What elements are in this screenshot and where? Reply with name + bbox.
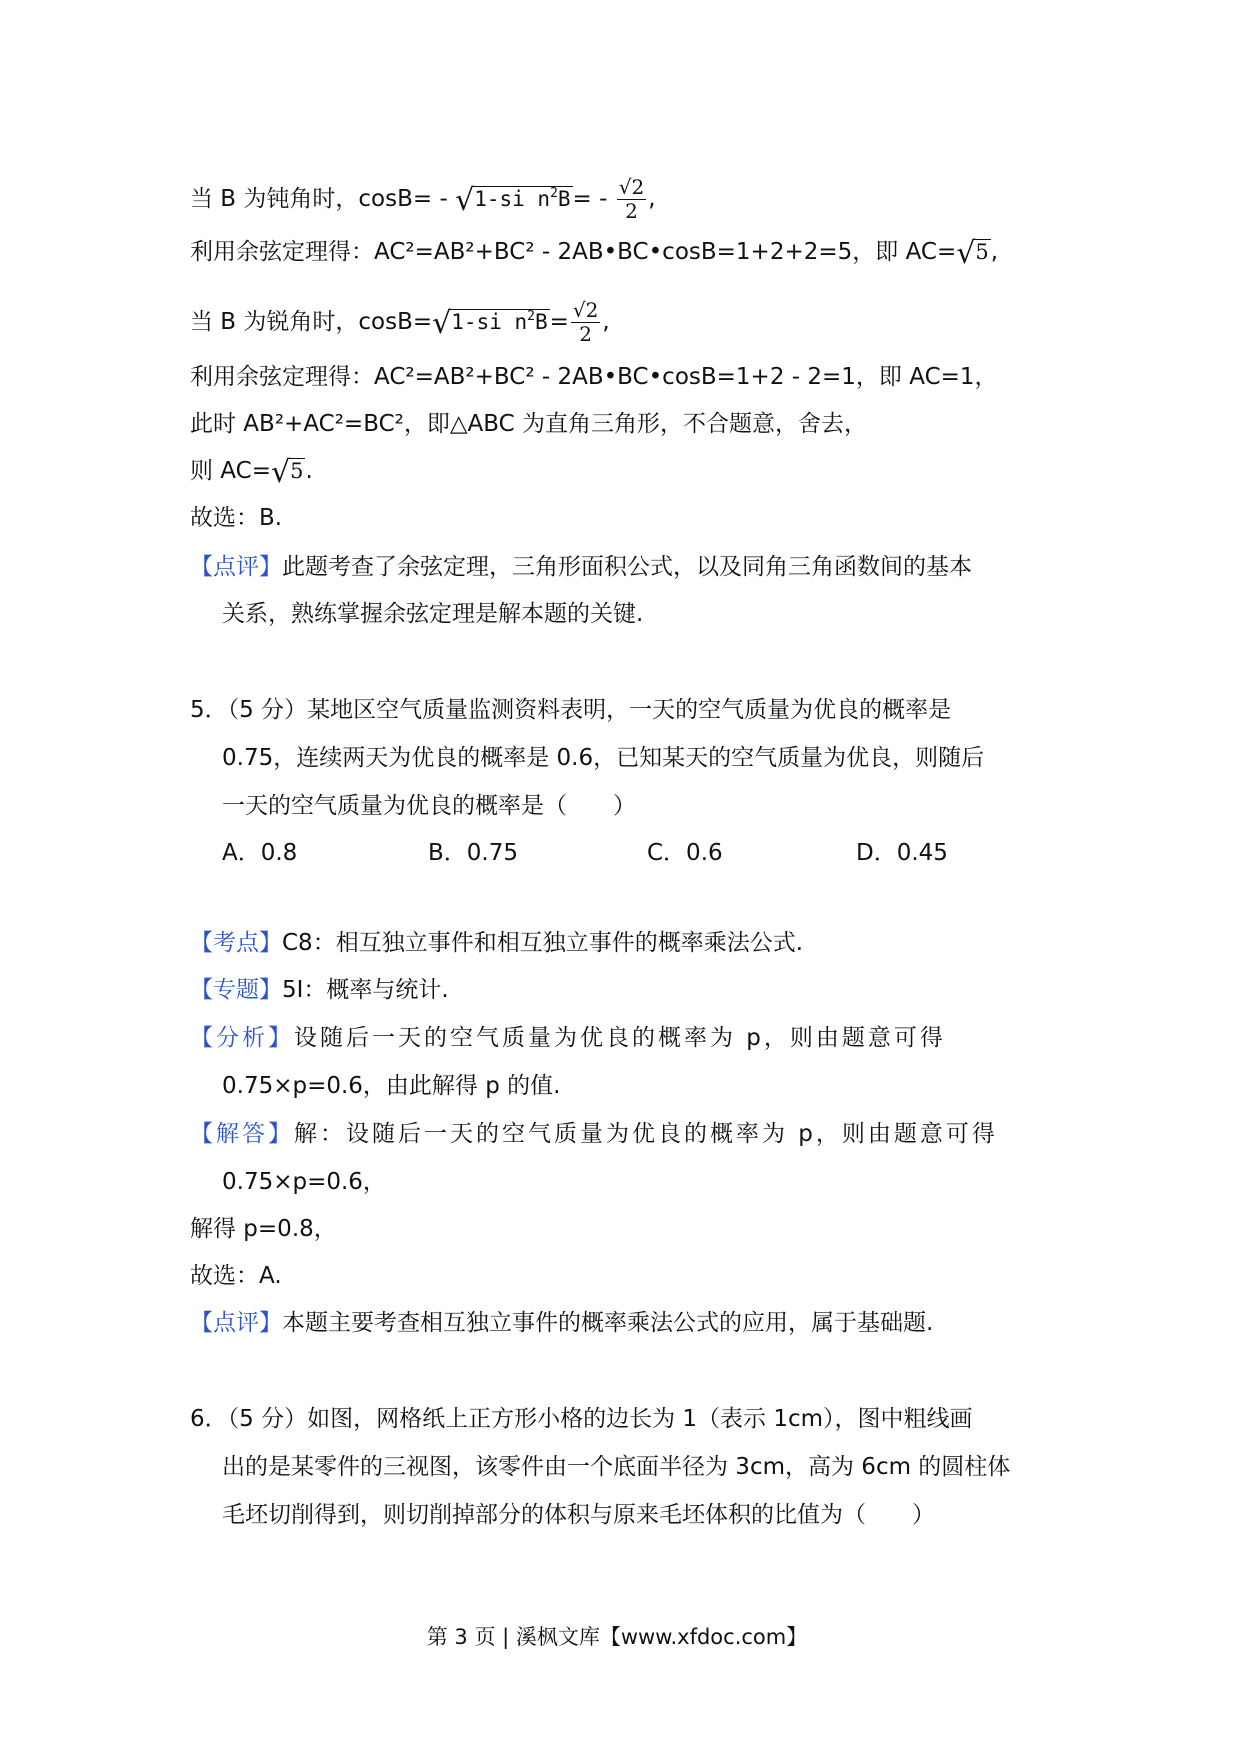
- sqrt-5: √5: [956, 236, 989, 271]
- option-c: C．0.6: [647, 840, 723, 866]
- comment-q5: 【点评】本题主要考查相互独立事件的概率乘法公式的应用，属于基础题.: [190, 1310, 934, 1336]
- analysis-cont: 0.75×p=0.6，由此解得 p 的值.: [222, 1073, 561, 1099]
- knowledge-point: 【考点】C8：相互独立事件和相互独立事件的概率乘法公式.: [190, 930, 804, 956]
- solution-result: 解得 p=0.8，: [190, 1216, 337, 1242]
- solution-line-acute: 当 B 为锐角时，cosB=√1-si $n^2B=$ $\frac{√2}{2}$ ,: [190, 298, 610, 346]
- option-a: A．0.8: [222, 840, 298, 866]
- comment-label: 【点评】: [190, 1310, 282, 1336]
- sqrt-expression: √1-si $n^2B$: [432, 306, 548, 341]
- solution-line-right-triangle: 此时 AB²+AC²=BC²，即△ABC 为直角三角形，不合题意，舍去，: [190, 411, 868, 437]
- fenxi-label: 【分析】: [190, 1025, 294, 1051]
- solution: 【解答】解：设随后一天的空气质量为优良的概率为 p，则由题意可得: [190, 1121, 998, 1147]
- page-footer: 第 3 页 | 溪枫文库【www.xfdoc.com】: [426, 1625, 808, 1649]
- question-6-line-2: 出的是某零件的三视图，该零件由一个底面半径为 3cm，高为 6cm 的圆柱体: [222, 1454, 1011, 1480]
- solution-line-obtuse: 当 B 为钝角时，cosB= - √1-si $n^2B=$ - $\frac{√2}{2}$ ,: [190, 175, 656, 223]
- question-6-line-1: 6．（5 分）如图，网格纸上正方形小格的边长为 1（表示 1cm），图中粗线画: [190, 1406, 973, 1432]
- kaodian-label: 【考点】: [190, 930, 282, 956]
- fraction: $\frac{√2}{2}$: [572, 298, 599, 346]
- sqrt-expression: √1-si $n^2B$: [455, 183, 571, 218]
- comment-q4-cont: 关系，熟练掌握余弦定理是解本题的关键.: [222, 601, 644, 627]
- option-b: B．0.75: [428, 840, 518, 866]
- question-5-line-3: 一天的空气质量为优良的概率是（ ）: [222, 793, 636, 819]
- jieda-label: 【解答】: [190, 1121, 294, 1147]
- question-5-line-1: 5．（5 分）某地区空气质量监测资料表明，一天的空气质量为优良的概率是: [190, 697, 952, 723]
- answer-line-q4: 故选：B.: [190, 505, 283, 531]
- comment-q4: 【点评】此题考查了余弦定理，三角形面积公式，以及同角三角函数间的基本: [190, 554, 972, 580]
- topic: 【专题】5I：概率与统计.: [190, 977, 449, 1003]
- question-6-line-3: 毛坯切削得到，则切削掉部分的体积与原来毛坯体积的比值为（ ）: [222, 1502, 935, 1528]
- solution-line-cosine-law-2: 利用余弦定理得：AC²=AB²+BC² - 2AB•BC•cosB=1+2 - 2=1，即 AC=1，: [190, 364, 998, 390]
- answer-line-q5: 故选：A.: [190, 1263, 282, 1289]
- text: = -: [572, 186, 615, 212]
- zhuanti-label: 【专题】: [190, 977, 282, 1003]
- solution-cont: 0.75×p=0.6，: [222, 1169, 386, 1195]
- analysis: 【分析】设随后一天的空气质量为优良的概率为 p，则由题意可得: [190, 1025, 946, 1051]
- text: 当 B 为钝角时，cosB= -: [190, 186, 456, 212]
- solution-line-cosine-law-1: 利用余弦定理得：AC²=AB²+BC² - 2AB•BC•cosB=1+2+2=5，即 AC=√5,: [190, 236, 999, 271]
- comment-label: 【点评】: [190, 554, 282, 580]
- sqrt-5: √5: [270, 455, 304, 490]
- solution-line-result: 则 AC=√5.: [190, 455, 313, 490]
- fraction: $\frac{√2}{2}$: [618, 175, 645, 223]
- option-d: D．0.45: [856, 840, 948, 866]
- question-5-line-2: 0.75，连续两天为优良的概率是 0.6，已知某天的空气质量为优良，则随后: [222, 745, 985, 771]
